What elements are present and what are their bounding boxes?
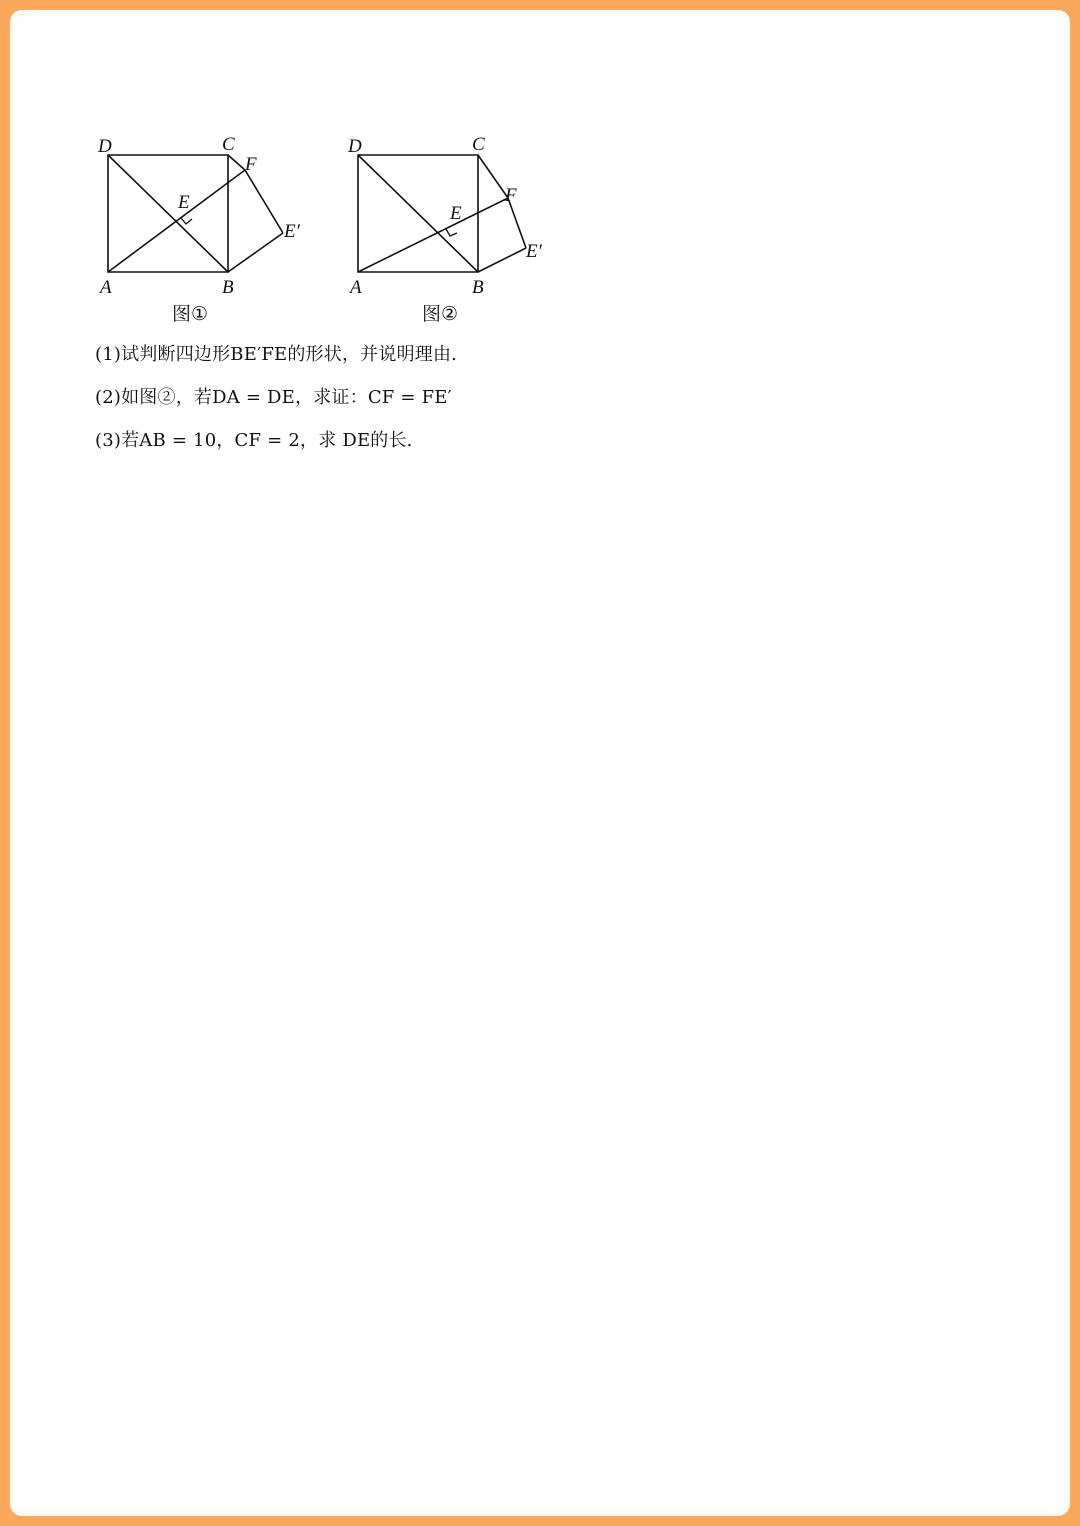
segment-be-prime [228,233,283,272]
label-a: A [100,277,112,298]
label-a: A [350,277,362,298]
figure-1 [90,130,320,334]
line-af [108,170,245,272]
figure-1-caption: 图① [172,303,209,325]
segment-be-prime [478,248,526,272]
label-e-prime: E′ [284,221,300,242]
right-angle-mark [446,229,457,236]
label-b: B [472,277,484,298]
label-f: F [505,185,517,206]
segment-fe-prime [245,170,283,233]
question-2: (2)如图②，若DA = DE，求证：CF = FE′ [95,387,452,408]
line-af [358,198,508,272]
label-e-prime: E′ [526,241,542,262]
segment-cf [478,155,508,198]
figure-2-caption: 图② [422,303,459,325]
figure-2-diagram [340,130,570,330]
label-f: F [245,154,257,175]
figure-2 [340,130,570,334]
label-b: B [222,277,234,298]
right-angle-mark [181,218,192,224]
segment-cf [228,155,245,170]
label-e: E [450,203,462,224]
label-c: C [222,134,235,155]
label-e: E [178,192,190,213]
question-3: (3)若AB = 10，CF = 2，求 DE的长. [95,430,413,451]
label-c: C [472,134,485,155]
figure-1-diagram [90,130,320,330]
label-d: D [348,136,362,157]
diagonal-db [108,155,228,272]
label-d: D [98,136,112,157]
question-1: (1)试判断四边形BE′FE的形状，并说明理由. [95,344,458,365]
